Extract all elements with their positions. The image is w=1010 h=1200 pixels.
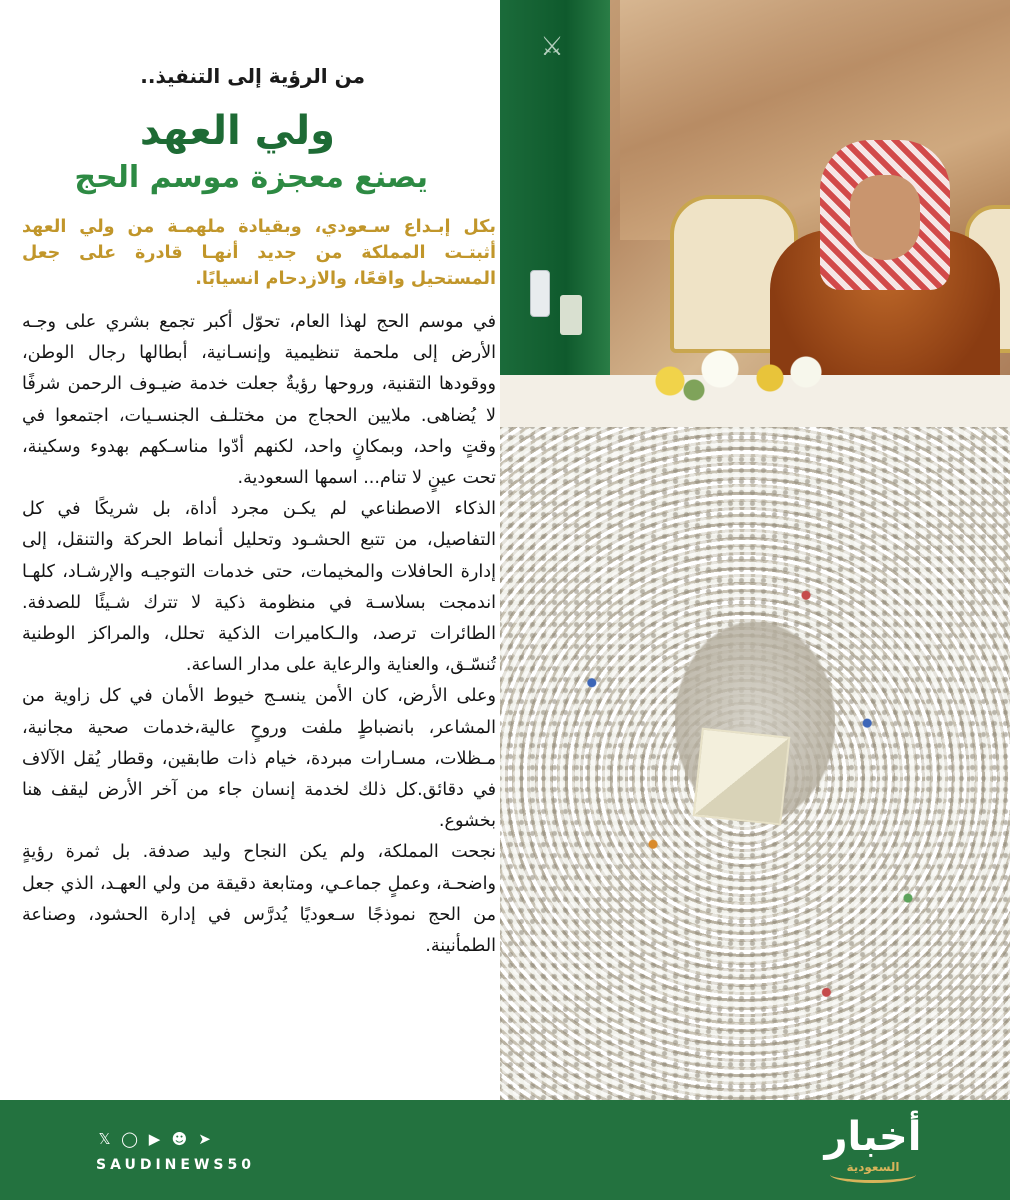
instagram-icon[interactable]: ◯: [121, 1130, 138, 1148]
brand-logo: [818, 1114, 928, 1194]
social-handle[interactable]: SAUDINEWS50: [96, 1157, 255, 1173]
headline: ولي العهد: [139, 108, 335, 154]
logo-sub-text: السعودية: [846, 1160, 900, 1174]
kicker-text: من الرؤية إلى التنفيذ..: [140, 64, 365, 88]
telegram-icon[interactable]: ➤: [198, 1130, 211, 1148]
flower-arrangement: [630, 345, 830, 405]
photo-column: [500, 0, 1010, 1100]
social-icons: [96, 1131, 213, 1148]
body-paragraph: وعلى الأرض، كان الأمن ينسـج خيوط الأمان في كل زاوية من المشاعر، بانضباطٍ ملفت وروحٍ عالية،خدمات صحية مجانية، مـظلات، مسـارات مبردة، خيام ذات طابقين، وقطار يُقل الآلاف في دقائق.كل ذلك لخدمة إنسان جاء من آخر الأرض ليقف هنا بخشوع.: [22, 686, 496, 832]
subheadline: يصنع معجزة موسم الحج: [74, 160, 428, 195]
snapchat-icon[interactable]: ☻: [171, 1130, 188, 1148]
saudi-flag: ⚔: [500, 0, 610, 390]
intro-paragraph: بكل إبـداع سـعودي، وبقيادة ملهمـة من ولي العهد أثبتـت المملكة من جديد أنهـا قادرة على جعل المستحيل واقعًا، والازدحام انسيابًا.: [22, 217, 496, 289]
sanitizer-bottle: [530, 270, 550, 317]
x-icon[interactable]: 𝕏: [98, 1130, 111, 1148]
crown-prince-photo: [500, 0, 1010, 427]
article-column: [0, 0, 510, 1100]
logo-main-text: أخبار: [824, 1114, 922, 1160]
body-paragraph: في موسم الحج لهذا العام، تحوّل أكبر تجمع بشري على وجـه الأرض إلى ملحمة تنظيمية وإنسـانية، أبطالها رجال الوطن، ووقودها التقنية، وروحها رؤيةٌ جعلت خدمة ضيـوف الرحمن شرفًا لا يُضاهى. ملايين الحجاج من مختلـف الجنسـيات، اجتمعوا في وقتٍ واحد، وبمكانٍ واحد، لكنهم أدّوا مناسـكهم بهدوء وسكينة، تحت عينٍ لا تنام... اسمها السعودية.: [22, 312, 496, 489]
footer-band: [0, 1100, 1010, 1200]
body-paragraph: الذكاء الاصطناعي لم يكـن مجرد أداة، بل شريكًا في كل التفاصيل، من تتبع الحشـود وتحليل أنماط الحركة والتنقل، إلى إدارة الحافلات والمخيمات، حتى خدمات التوجيـه والإرشـاد، كلهـا اندمجت بسلاسـة في منظومة ذكية لا تترك شـيئًا للصدفة. الطائرات ترصد، والـكاميرات الذكية تحلل، والمراكز الوطنية تُنسّـق، والعناية والرعاية على مدار الساعة.: [22, 499, 496, 676]
tent: [693, 728, 791, 826]
body-paragraph: نجحت المملكة، ولم يكن النجاح وليد صدفة. بل ثمرة رؤيةٍ واضحـة، وعملٍ جماعـي، ومتابعة دقيقة من ولي العهـد، الذي جعل من الحج نموذجًا سـعوديًا يُدرَّس في إدارة الحشود، وصناعة الطمأنينة.: [22, 842, 496, 957]
cup: [560, 295, 582, 335]
pilgrims-crowd-photo: [500, 427, 1010, 1100]
article-body: [22, 307, 496, 962]
youtube-icon[interactable]: ▶: [148, 1130, 161, 1148]
